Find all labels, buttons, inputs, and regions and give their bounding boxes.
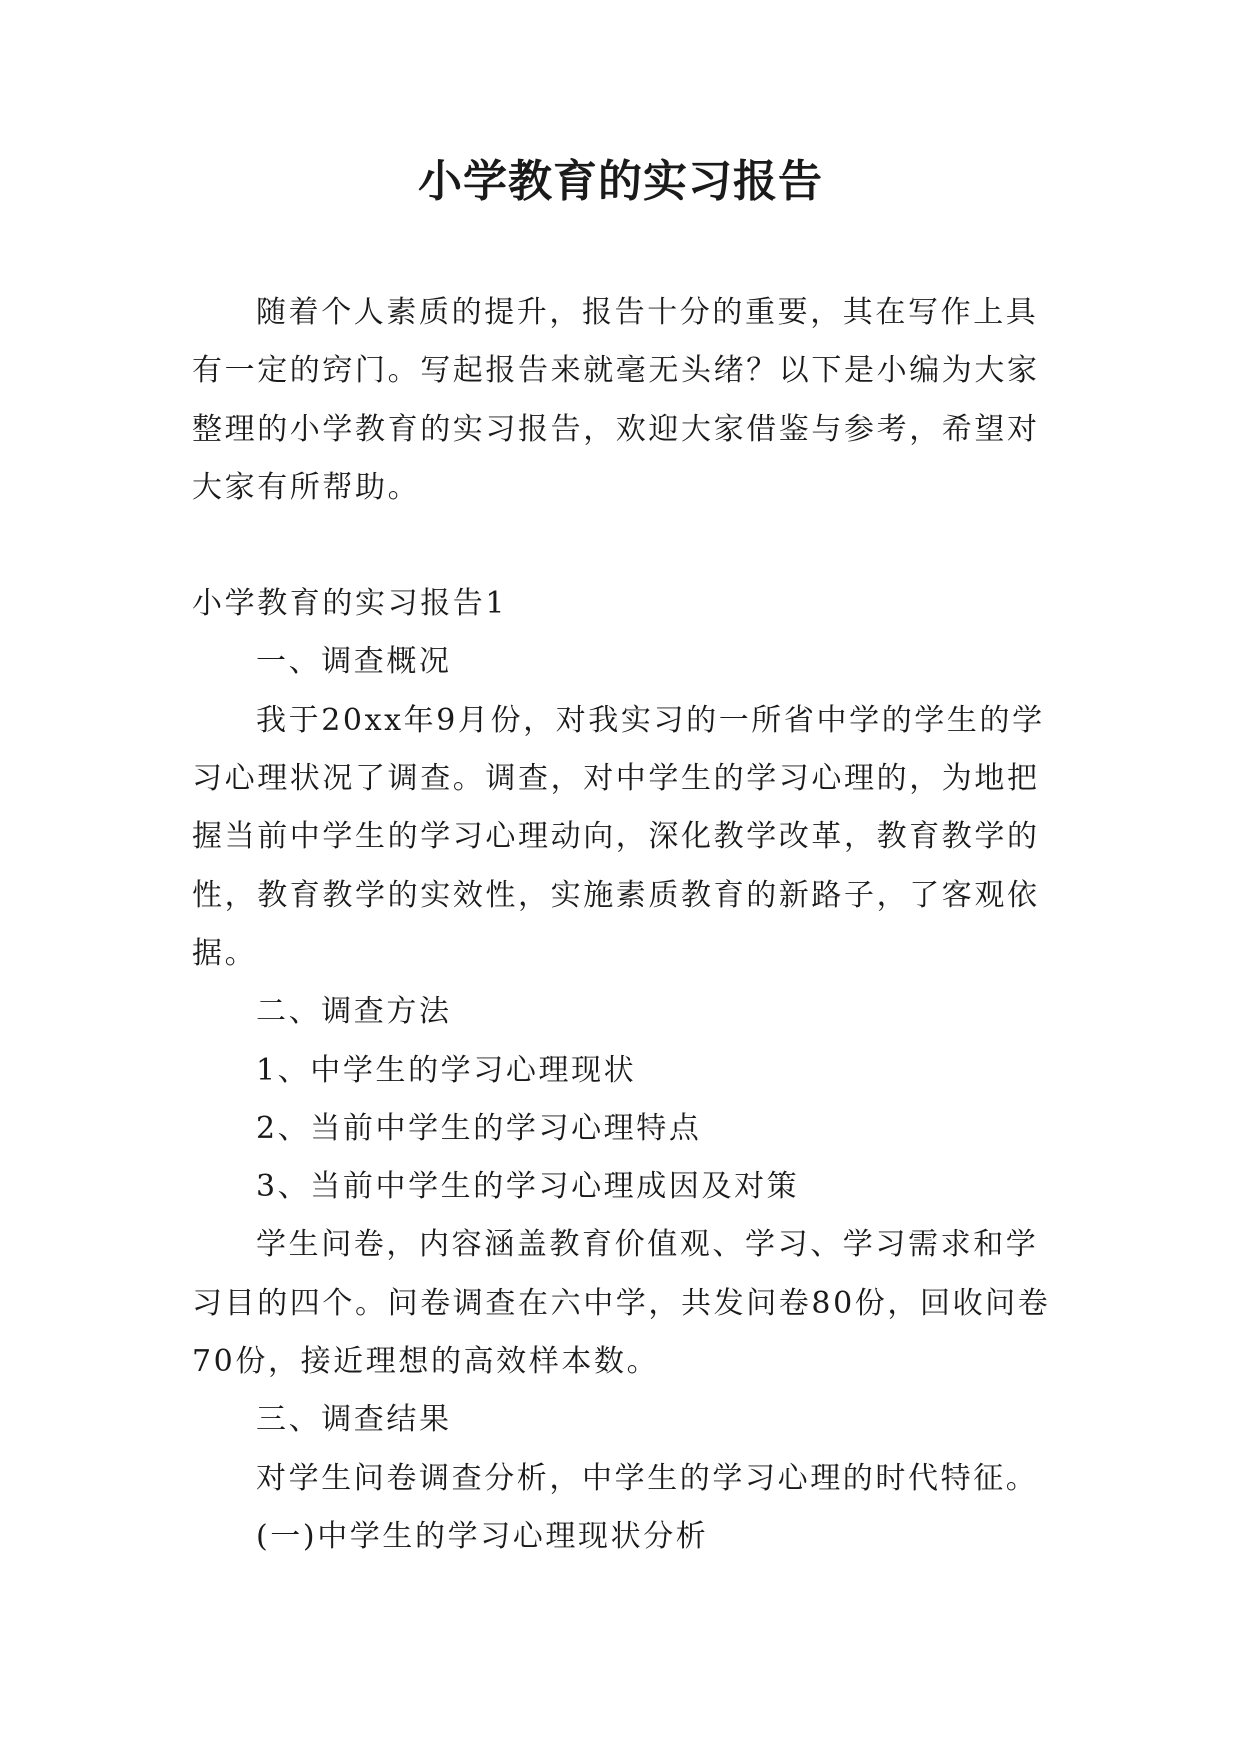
document-body — [192, 284, 1057, 1566]
heading-survey-overview: 一、调查概况 — [256, 644, 452, 680]
paragraph-survey-overview: 我于20xx年9月份，对我实习的一所省中学的学生的学习心理状况了调查。调查，对中学生的学习心理的，为地把握当前中学生的学习心理动向，深化教学改革，教育教学的性，教育教学的实效性，实施素质教育的新路子，了客观依据。 — [192, 702, 1045, 971]
section-heading: 小学教育的实习报告1 — [192, 586, 508, 622]
document-title: 小学教育的实习报告 — [418, 156, 823, 207]
heading-survey-method: 二、调查方法 — [256, 994, 452, 1030]
paragraph-questionnaire: 学生问卷，内容涵盖教育价值观、学习、学习需求和学习目的四个。问卷调查在六中学，共发问卷80份，回收问卷70份，接近理想的高效样本数。 — [192, 1227, 1051, 1380]
subheading-current-analysis: (一)中学生的学习心理现状分析 — [256, 1518, 709, 1554]
heading-survey-results: 三、调查结果 — [256, 1402, 452, 1438]
list-item-method-2: 2、当前中学生的学习心理特点 — [256, 1110, 702, 1146]
intro-paragraph: 随着个人素质的提升，报告十分的重要，其在写作上具有一定的窍门。写起报告来就毫无头绪？以下是小编为大家整理的小学教育的实习报告，欢迎大家借鉴与参考，希望对大家有所帮助。 — [192, 295, 1040, 505]
list-item-method-1: 1、中学生的学习心理现状 — [256, 1052, 637, 1088]
paragraph-results-summary: 对学生问卷调查分析，中学生的学习心理的时代特征。 — [256, 1460, 1039, 1496]
list-item-method-3: 3、当前中学生的学习心理成因及对策 — [256, 1169, 800, 1205]
